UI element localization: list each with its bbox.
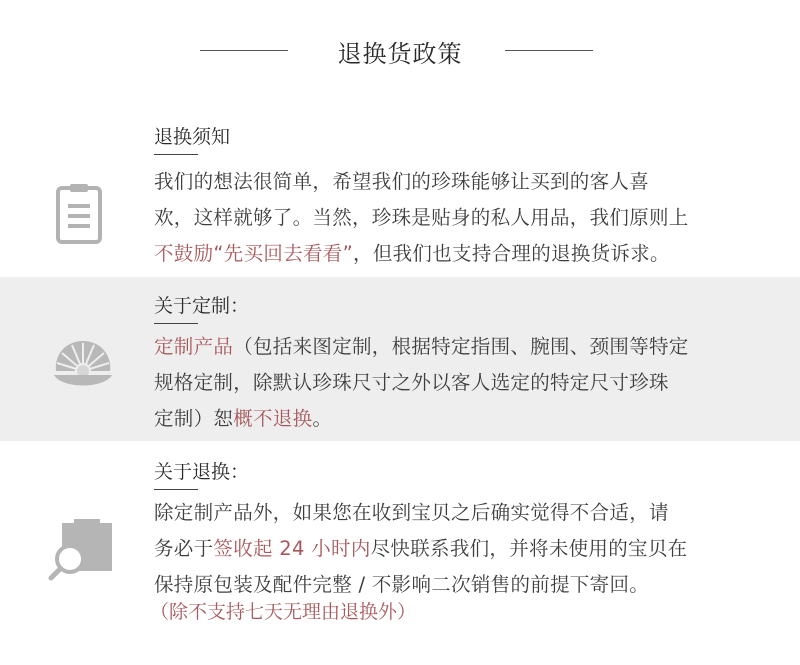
section-body <box>154 164 744 272</box>
body-line: 欢，这样就够了。当然，珍珠是贴身的私人用品，我们原则上 <box>154 206 689 229</box>
highlight-text: 不鼓励“先买回去看看” <box>154 242 354 265</box>
body-line <box>154 401 744 437</box>
body-text: 务必于 <box>154 537 214 560</box>
body-line <box>154 531 744 567</box>
body-text: ，但我们也支持合理的退换货诉求。 <box>353 242 670 265</box>
section-return-exchange <box>0 445 800 665</box>
body-text: 尽快联系我们，并将未使用的宝贝在 <box>370 537 688 560</box>
body-text: （包括来图定制，根据特定指围、腕围、颈围等特定 <box>233 335 689 358</box>
highlight-text: 签收起 24 小时内 <box>213 537 371 560</box>
footnote: （除不支持七天无理由退换外） <box>150 601 417 623</box>
highlight-text: 概不退换 <box>233 407 313 430</box>
body-line: 保持原包装及配件完整 / 不影响二次销售的前提下寄回。 <box>154 573 650 596</box>
package-search-icon <box>48 517 118 585</box>
title-divider-right <box>505 50 593 51</box>
body-text: 定制）恕 <box>154 407 234 430</box>
page-header <box>0 30 800 70</box>
heading-underline <box>154 323 198 324</box>
section-heading: 关于定制： <box>154 295 250 317</box>
heading-underline <box>154 154 198 155</box>
section-body <box>154 329 744 437</box>
body-line: 我们的想法很简单，希望我们的珍珠能够让买到的客人喜 <box>154 170 650 193</box>
section-heading: 关于退换： <box>154 461 250 483</box>
body-line <box>154 329 744 365</box>
section-heading: 退换须知 <box>154 126 231 148</box>
clipboard-icon <box>46 184 112 252</box>
body-text: 。 <box>312 407 333 430</box>
body-line: 规格定制，除默认珍珠尺寸之外以客人选定的特定尺寸珍珠 <box>154 371 669 394</box>
page-title: 退换货政策 <box>337 40 463 68</box>
section-body <box>154 495 744 603</box>
section-custom <box>0 277 800 441</box>
highlight-text: 定制产品 <box>154 335 234 358</box>
pearl-shell-icon <box>50 337 116 397</box>
section-return-notice <box>0 108 800 276</box>
body-line <box>154 236 744 272</box>
body-line: 除定制产品外，如果您在收到宝贝之后确实觉得不合适，请 <box>154 501 669 524</box>
heading-underline <box>154 489 198 490</box>
